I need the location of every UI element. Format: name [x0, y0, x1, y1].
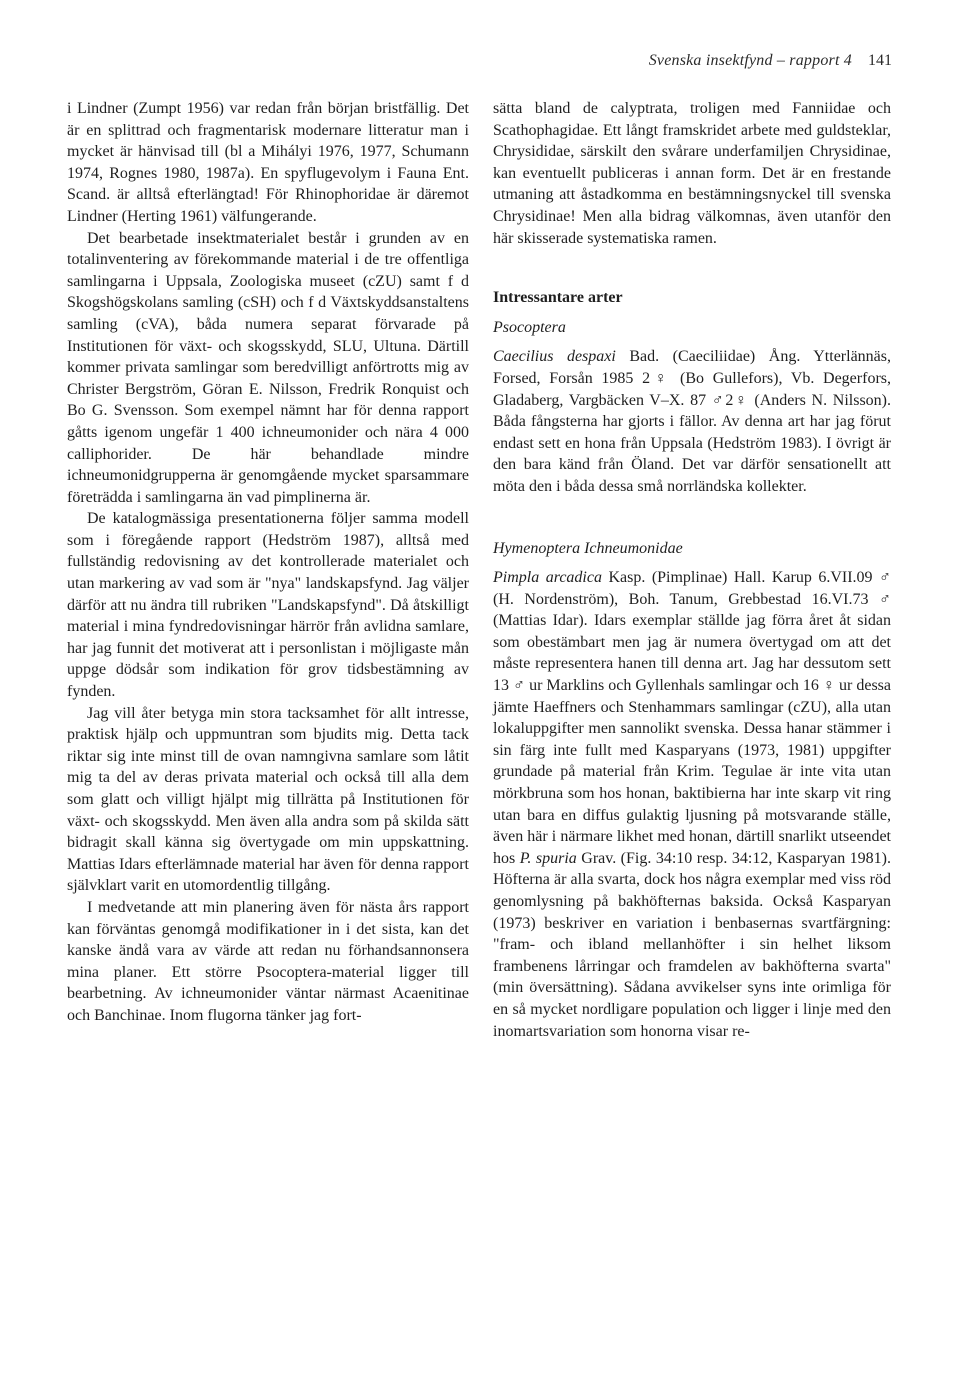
- left-column: [67, 98, 469, 1027]
- species-name: Pimpla arcadica: [493, 569, 602, 587]
- group-heading-psocoptera: Psocoptera: [493, 318, 566, 336]
- left-paragraph-5: I medvetande att min planering även för nästa års rapport kan förväntas genomgå modifikationer in i det sista, kan det kanske ändå vara av värde att redan nu förhandsannonsera mina planer. Ett större Psocoptera-material ligger till bearbetning. Av ichneumonider väntar närmast Acaenitinae och Banchinae. Inom flugorna tänker jag fort-: [67, 898, 469, 1024]
- left-paragraph-1: i Lindner (Zumpt 1956) var redan från början bristfällig. Det är en splittrad och fragmentarisk modernare litteratur man i mycket är hänvisad till (bl a Mihályi 1976, 1977, Schumann 1974, Rognes 1980, 1987a). En spyflugevolym i Fauna Ent. Scand. är alltså efterlängtad! För Rhinophoridae är däremot Lindner (Herting 1961) välfungerande.: [67, 100, 469, 225]
- species-name: Caecilius despaxi: [493, 348, 616, 366]
- running-title: Svenska insektfynd – rapport 4: [648, 52, 852, 69]
- page-number: 141: [868, 52, 892, 69]
- right-column: [493, 98, 891, 1042]
- running-header: [596, 52, 892, 70]
- left-paragraph-3: De katalogmässiga presentationerna följer samma modell som i föregående rapport (Hedström 1987), alltså med fullständig redovisning av det kontrollerade materialet och utan markering av vad som är "nya" landskapsfynd. Jag väljer därför att nu ändra till rubriken "Landskapsfynd". Då åtskilligt material i mina fyndredovisningar härrör från avlidna samlare, har jag funnit det motiverat att i personlistan i möjligaste mån uppge dödsår som indikation för grov tidsbestämning av fynden.: [67, 510, 469, 701]
- species-entry-pimpla: [493, 567, 891, 1042]
- section-heading: Intressantare arter: [493, 289, 623, 307]
- left-paragraph-2: Det bearbetade insektmaterialet består i grunden av en totalinventering av förekommande material i de tre offentliga samlingarna i Uppsala, Zoologiska museet (cZU) samt f d Skogshögskolans samling (cSH) och f d Växtskyddsanstaltens samling (cVA), båda numera separat förvarade på Institutionen för växt- och skogsskydd, SLU, Ultuna. Därtill kommer privata samlingar som beredvilligt anförtrotts mig av Christer Bergström, Göran E. Nilsson, Fredrik Ronquist och Bo G. Svensson. Som exempel nämnt har för denna rapport gåtts igenom ungefär 1 400 ichneumonider och nära 4 000 calliphorider. De här behandlade mindre ichneumonidgrupperna är genomgående mycket sparsammare företrädda i samlingarna än vad pimplinerna är.: [67, 229, 469, 506]
- right-paragraph-1: sätta bland de calyptrata, troligen med Fanniidae och Scathophagidae. Ett långt framskridet arbete med guldsteklar, Chrysididae, särskilt den svårare underfamiljen Chrysidinae, kan eventuellt publiceras i annan form. Det är en frestande utmaning att åstadkomma en bestämningsnyckel till svenska Chrysidinae! Men alla bidrag välkomnas, även utanför den här skisserade systematiska ramen.: [493, 100, 891, 247]
- group-heading-ichneumonidae: Hymenoptera Ichneumonidae: [493, 539, 683, 557]
- species-entry-caecilius: [493, 346, 891, 497]
- species-text: Kasp. (Pimplinae) Hall. Karup 6.VII.09 ♂ (H. Nordenström), Boh. Tanum, Grebbestad 16.VI.73 ♂ (Mattias Idar). Idars exemplar ställde jag förra året åt sidan som obestämbart men jag är numera övertygad om att det måste representera hanen till denna art. Jag har dessutom sett 13 ♂ ur Marklins och Gyllenhals samlingar och 16 ♀ ur dessa jämte Haeffners och Stenhammars samlingar (cZU), alla utan lokaluppgifter men sannolikt svenska. Dessa hanar stämmer i sin färg inte fullt med Kasparyans (1973, 1981) uppgifter grundade på material från Krim. Tegulae är inte vita utan mörkbruna som hos honan, baktibierna har inte skarp vit ring utan bara en diffus gulaktig ljusning på motsvarande ställe, även här i närmare likhet med honan, därtill snarlikt utseendet hos: [493, 569, 892, 867]
- left-paragraph-4: Jag vill åter betyga min stora tacksamhet för allt intresse, praktisk hjälp och uppmuntran som bjudits mig. Detta tack riktar sig inte minst till de ovan namngivna samlare som låtit mig ta del av deras privata material och också till alla dem som glatt och villigt hjälpt mig tillrätta på Institutionen för växt- och skogsskydd. Men även alla andra som på skilda sätt bidragit skall känna sig övertygade om min uppskattning. Mattias Idars efterlämnade material har även för denna rapport självklart varit en utomordentlig tillgång.: [67, 704, 469, 895]
- species-text: Bad. (Caeciliidae) Ång. Ytterlännäs, Forsed, Forsån 1985 2♀ (Bo Gullefors), Vb. Degerfors, Gladaberg, Vargbäcken V–X. 87 ♂2♀ (Anders N. Nilsson). Båda fångsterna har gjorts i fällor. Av denna art har jag förut endast sett en hona från Uppsala (Hedström 1983). I övrigt är den bara känd från Öland. Det var därför sensationellt att möta den i båda dessa små norrländska kollekter.: [493, 348, 891, 495]
- species-text-continued: Grav. (Fig. 34:10 resp. 34:12, Kasparyan 1981). Höfterna är alla svarta, dock hos några exemplar med viss röd genomlysning på bakhöfternas baksida. Också Kasparyan (1973) beskriver en variation i benbasernas svartfärgning: "fram- och ibland mellanhöfter i sin helhet liksom frambenens lårringar och framdelen av bakhöfterna svarta" (min översättning). Sådana avvikelser syns inte orimliga för en så mycket nordligare population och ligger i linje med den inomartsvariation som honorna visar re-: [493, 849, 892, 1040]
- species-reference: P. spuria: [519, 849, 577, 867]
